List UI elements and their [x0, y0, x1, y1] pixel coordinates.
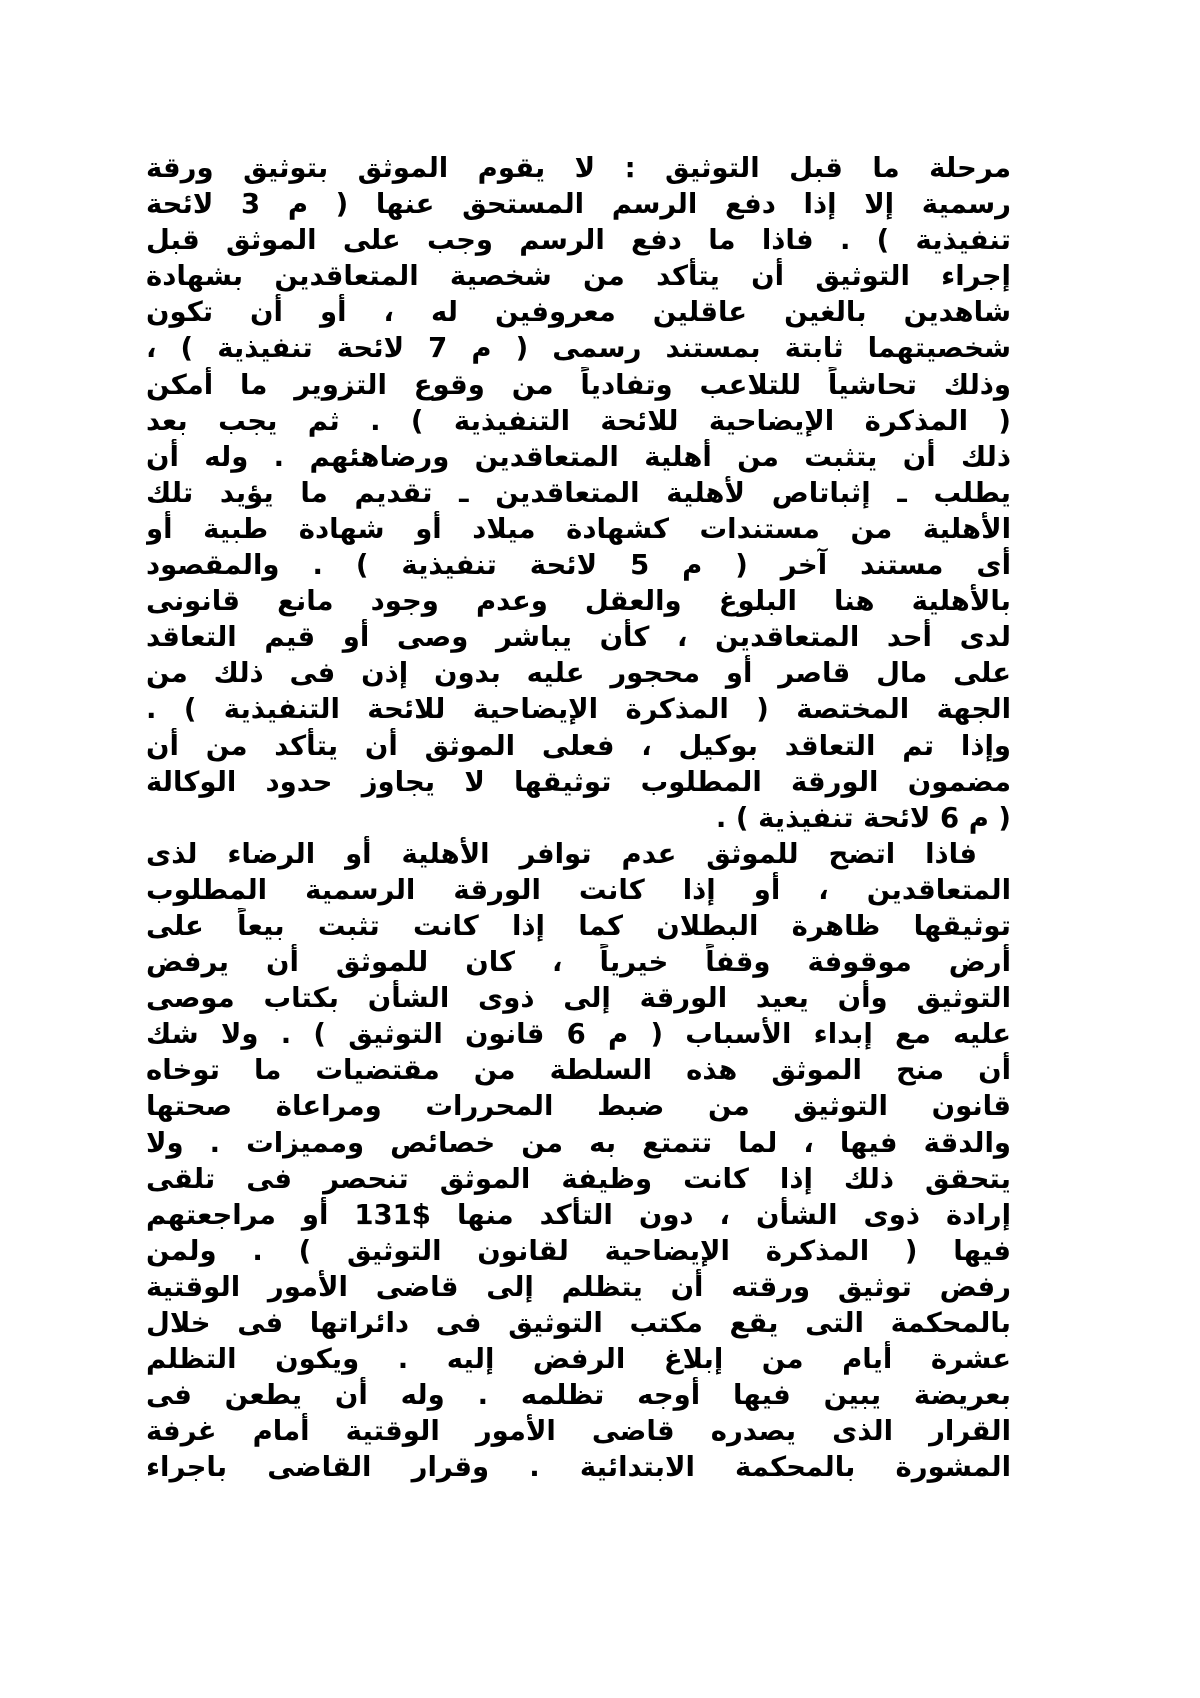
- text-line: بالمحكمة التى يقع مكتب التوثيق فى دائراتها فى خلال: [146, 1307, 1011, 1339]
- text-line: التوثيق وأن يعيد الورقة إلى ذوى الشأن بكتاب موصى: [146, 982, 1011, 1015]
- text-line: بالأهلية هنا البلوغ والعقل وعدم وجود مانع قانونى: [146, 585, 1011, 618]
- text-line: عشرة أيام من إبلاغ الرفض إليه . ويكون التظلم: [146, 1343, 1011, 1376]
- text-line: لدى أحد المتعاقدين ، كأن يباشر وصى أو قيم التعاقد: [146, 621, 1011, 654]
- body-text: [146, 150, 1011, 1485]
- text-line: يطلب ـ إثباتاص لأهلية المتعاقدين ـ تقديم ما يؤيد تلك: [146, 476, 1011, 509]
- text-line: قانون التوثيق من ضبط المحررات ومراعاة صحتها: [146, 1090, 1011, 1123]
- text-line: الأهلية من مستندات كشهادة ميلاد أو شهادة طبية أو: [146, 512, 1011, 545]
- text-line: إجراء التوثيق أن يتأكد من شخصية المتعاقدين بشهادة: [146, 260, 1011, 293]
- text-line: رفض توثيق ورقته أن يتظلم إلى قاضى الأمور الوقتية: [146, 1270, 1011, 1303]
- text-line: فيها ( المذكرة الإيضاحية لقانون التوثيق ) . ولمن: [146, 1234, 1011, 1267]
- text-line: عليه مع إبداء الأسباب ( م 6 قانون التوثيق ) . ولا شك: [146, 1018, 1011, 1051]
- text-line: يتحقق ذلك إذا كانت وظيفة الموثق تنحصر فى تلقى: [146, 1162, 1011, 1195]
- text-line: توثيقها ظاهرة البطلان كما إذا كانت تثبت بيعاً على: [146, 909, 1011, 942]
- text-line: وذلك تحاشياً للتلاعب وتفادياً من وقوع التزوير ما أمكن: [146, 368, 1011, 401]
- text-line: أن منح الموثق هذه السلطة من مقتضيات ما توخاه: [146, 1054, 1011, 1087]
- paragraph-end-line: ( م 6 لائحة تنفيذية ) .: [715, 801, 1011, 834]
- paragraph-first-line: فاذا اتضح للموثق عدم توافر الأهلية أو الرضاء لذى: [146, 837, 977, 870]
- text-line: بعريضة يبين فيها أوجه تظلمه . وله أن يطعن فى: [146, 1379, 1011, 1412]
- text-line: المشورة بالمحكمة الابتدائية . وقرار القاضى باجراء: [146, 1451, 1011, 1484]
- text-line: مرحلة ما قبل التوثيق : لا يقوم الموثق بتوثيق ورقة: [146, 152, 1011, 184]
- text-line: المتعاقدين ، أو إذا كانت الورقة الرسمية المطلوب: [146, 873, 1011, 906]
- text-line: تنفيذية ) . فاذا ما دفع الرسم وجب على الموثق قبل: [146, 224, 1011, 257]
- text-line: الجهة المختصة ( المذكرة الإيضاحية للائحة التنفيذية ) .: [146, 693, 1011, 726]
- text-line: رسمية إلا إذا دفع الرسم المستحق عنها ( م 3 لائحة: [146, 188, 1011, 221]
- text-line: والدقة فيها ، لما تتمتع به من خصائص ومميزات . ولا: [146, 1126, 1011, 1159]
- text-line: مضمون الورقة المطلوب توثيقها لا يجاوز حدود الوكالة: [146, 765, 1011, 798]
- text-line: شاهدين بالغين عاقلين معروفين له ، أو أن تكون: [146, 296, 1011, 329]
- text-line: ( المذكرة الإيضاحية للائحة التنفيذية ) . ثم يجب بعد: [146, 404, 1011, 437]
- text-line: شخصيتهما ثابتة بمستند رسمى ( م 7 لائحة تنفيذية ) ،: [146, 332, 1011, 365]
- text-line: وإذا تم التعاقد بوكيل ، فعلى الموثق أن يتأكد من أن: [146, 729, 1011, 762]
- text-line: أرض موقوفة وقفاً خيرياً ، كان للموثق أن يرفض: [146, 946, 1011, 979]
- text-line: على مال قاصر أو محجور عليه بدون إذن فى ذلك من: [146, 657, 1011, 690]
- text-line: أى مستند آخر ( م 5 لائحة تنفيذية ) . والمقصود: [146, 549, 1011, 582]
- text-line: القرار الذى يصدره قاضى الأمور الوقتية أمام غرفة: [146, 1415, 1011, 1448]
- text-line: ذلك أن يتثبت من أهلية المتعاقدين ورضاهئهم . وله أن: [146, 440, 1011, 473]
- text-line: إرادة ذوى الشأن ، دون التأكد منها $131 أو مراجعتهم: [146, 1198, 1011, 1231]
